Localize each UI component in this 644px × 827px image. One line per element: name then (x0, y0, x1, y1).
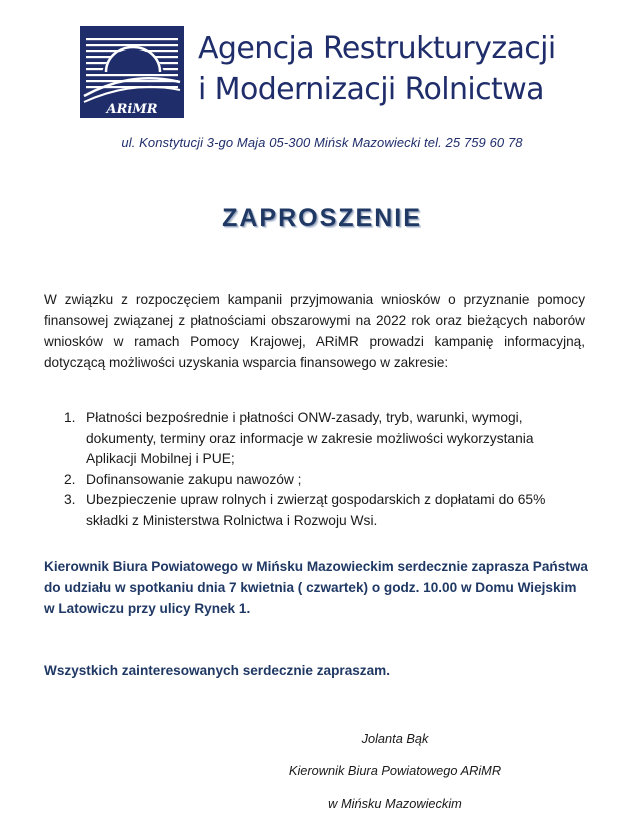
logo-text: ARiMR (106, 102, 158, 117)
intro-paragraph: W związku z rozpoczęciem kampanii przyjmowania wniosków o przyznanie pomocy finansowej związanej z płatnościami obszarowymi na 2022 rok oraz bieżących naborów wniosków w ramach Pomocy Krajowej, ARiMR prowadzi kampanię informacyjną, dotyczącą możliwości uzyskania wsparcia finansowego w zakresie: (44, 292, 585, 370)
list-item-number: 2. (64, 471, 76, 487)
topics-list (64, 408, 574, 531)
list-item-text: Płatności bezpośrednie i płatności ONW-zasady, tryb, warunki, wymogi, dokumenty, terminy oraz informacje w zakresie możliwości wykorzystania Aplikacji Mobilnej i PUE; (86, 410, 534, 466)
agency-name (198, 28, 558, 110)
list-item (64, 490, 574, 531)
agency-address: ul. Konstytucji 3-go Maja 05-300 Mińsk Mazowiecki tel. 25 759 60 78 (121, 135, 523, 150)
closing-line: Wszystkich zainteresowanych serdecznie zapraszam. (44, 663, 391, 678)
list-item-text: Ubezpieczenie upraw rolnych i zwierząt gospodarskich z dopłatami do 65% składki z Ministerstwa Rolnictwa i Rozwoju Wsi. (86, 492, 546, 528)
agency-name-line2: i Modernizacji Rolnictwa (198, 72, 544, 107)
list-item-number: 1. (64, 410, 76, 425)
list-item-number: 3. (64, 492, 76, 507)
signature-name: Jolanta Bąk (361, 731, 429, 746)
list-item (64, 408, 574, 470)
signature-place: w Mińsku Mazowieckim (328, 796, 462, 811)
arimr-logo (80, 26, 184, 118)
signature-role: Kierownik Biura Powiatowego ARiMR (288, 763, 502, 778)
list-item (64, 470, 574, 491)
document-title: ZAPROSZENIE (222, 204, 422, 232)
agency-name-line1: Agencja Restrukturyzacji (198, 31, 556, 66)
list-item-text: Dofinansowanie zakupu nawozów ; (86, 471, 302, 487)
letterhead (80, 26, 560, 118)
invitation-paragraph: Kierownik Biura Powiatowego w Mińsku Mazowieckim serdecznie zaprasza Państwa do udziału w spotkaniu dnia 7 kwietnia ( czwartek) o godz. 10.00 w Domu Wiejskim w Latowiczu przy ulicy Rynek 1. (44, 559, 588, 616)
